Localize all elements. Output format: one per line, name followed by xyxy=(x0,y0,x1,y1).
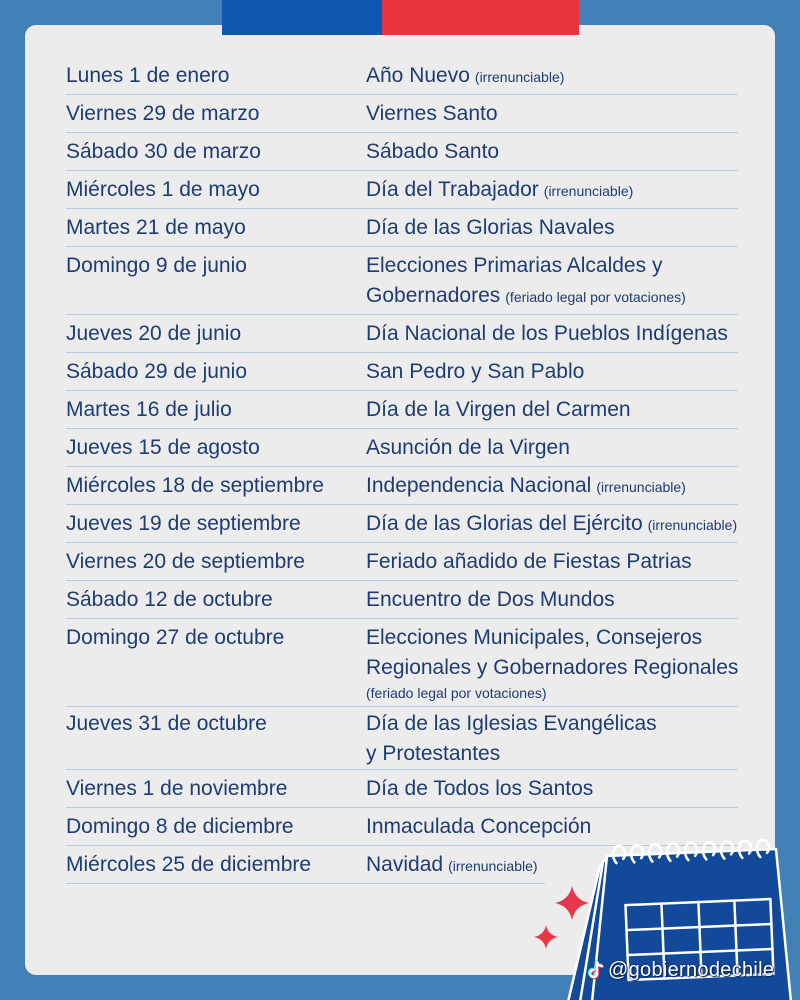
holiday-name xyxy=(366,99,738,129)
holiday-name-text: Asunción de la Virgen xyxy=(366,436,570,459)
holiday-name xyxy=(366,61,738,91)
holiday-row xyxy=(66,429,738,467)
holiday-name-text: Sábado Santo xyxy=(366,140,500,163)
holiday-name-line xyxy=(366,99,738,129)
holiday-name-text: Independencia Nacional xyxy=(366,474,592,497)
holiday-name-text: y Protestantes xyxy=(366,742,501,765)
flag-stripe-blue xyxy=(222,0,382,35)
holiday-name xyxy=(366,395,738,425)
holiday-name xyxy=(366,357,738,387)
holiday-name-line xyxy=(366,509,738,539)
holiday-name xyxy=(366,175,738,205)
holiday-name-text: Día de las Glorias Navales xyxy=(366,216,615,239)
holiday-note: (irrenunciable) xyxy=(474,69,565,85)
holiday-row xyxy=(66,95,738,133)
holiday-date: Lunes 1 de enero xyxy=(66,64,230,87)
tiktok-icon xyxy=(587,960,605,980)
holiday-name-line xyxy=(366,774,738,804)
holiday-row xyxy=(66,315,738,353)
holiday-name xyxy=(366,251,738,311)
holiday-note: (irrenunciable) xyxy=(647,517,738,533)
social-handle xyxy=(587,958,774,982)
holiday-name-text: Año Nuevo xyxy=(366,64,470,87)
flag-stripe-red xyxy=(382,0,579,35)
sparkle-icon xyxy=(534,925,558,949)
holiday-name-text: Gobernadores xyxy=(366,284,501,307)
holiday-name-line xyxy=(366,175,738,205)
holiday-name-text: Regionales y Gobernadores Regionales xyxy=(366,656,739,679)
holiday-name xyxy=(366,509,738,539)
holiday-name-line xyxy=(366,585,738,615)
holiday-row xyxy=(66,171,738,209)
holiday-name-line xyxy=(366,623,738,653)
holiday-note: (feriado legal por votaciones) xyxy=(505,289,686,305)
holiday-row xyxy=(66,581,738,619)
social-handle-text: @gobiernodechile xyxy=(608,959,775,981)
holiday-name-line xyxy=(366,653,738,683)
holiday-name xyxy=(366,623,738,703)
holiday-name xyxy=(366,547,738,577)
holiday-name-text: Día de las Iglesias Evangélicas xyxy=(366,712,657,735)
holiday-date: Domingo 8 de diciembre xyxy=(66,815,294,838)
holiday-row xyxy=(66,770,738,808)
holiday-row xyxy=(66,467,738,505)
holiday-name-text: Día Nacional de los Pueblos Indígenas xyxy=(366,322,728,345)
holiday-date: Jueves 20 de junio xyxy=(66,322,242,345)
holiday-name xyxy=(366,137,738,167)
holiday-date: Sábado 29 de junio xyxy=(66,360,247,383)
holiday-row xyxy=(66,353,738,391)
holiday-name-line xyxy=(366,471,738,501)
holiday-note: (irrenunciable) xyxy=(543,183,634,199)
holiday-name-text: Navidad xyxy=(366,853,444,876)
holiday-name-line xyxy=(366,61,738,91)
holiday-note: (feriado legal por votaciones) xyxy=(366,685,547,701)
holiday-row xyxy=(66,209,738,247)
holiday-name-text: Inmaculada Concepción xyxy=(366,815,592,838)
holiday-name-text: Elecciones Municipales, Consejeros xyxy=(366,626,703,649)
holiday-note: (irrenunciable) xyxy=(596,479,686,495)
holiday-name-line xyxy=(366,281,738,311)
holiday-list xyxy=(66,57,738,884)
holiday-name xyxy=(366,471,738,501)
holiday-row xyxy=(66,707,738,770)
holiday-name-text: Encuentro de Dos Mundos xyxy=(366,588,615,611)
holiday-date: Jueves 31 de octubre xyxy=(66,712,267,735)
holiday-date: Domingo 9 de junio xyxy=(66,254,247,277)
holiday-name xyxy=(366,709,738,769)
holiday-row xyxy=(66,57,738,95)
holiday-name xyxy=(366,585,738,615)
holiday-name-line xyxy=(366,137,738,167)
holiday-name xyxy=(366,213,738,243)
holiday-date: Miércoles 18 de septiembre xyxy=(66,474,324,497)
holiday-date: Viernes 29 de marzo xyxy=(66,102,260,125)
holiday-name-text: Feriado añadido de Fiestas Patrias xyxy=(366,550,692,573)
holiday-date: Sábado 30 de marzo xyxy=(66,140,261,163)
holiday-name-text: San Pedro y San Pablo xyxy=(366,360,585,383)
holiday-date: Viernes 1 de noviembre xyxy=(66,777,288,800)
holiday-name-line xyxy=(366,395,738,425)
holiday-name-line xyxy=(366,251,738,281)
holiday-row xyxy=(66,247,738,315)
holiday-date: Martes 21 de mayo xyxy=(66,216,246,239)
holiday-row xyxy=(66,543,738,581)
holiday-name-line xyxy=(366,213,738,243)
holiday-name-text: Día de Todos los Santos xyxy=(366,777,594,800)
holiday-name-line xyxy=(366,433,738,463)
holiday-name-text: Viernes Santo xyxy=(366,102,498,125)
holiday-date: Sábado 12 de octubre xyxy=(66,588,273,611)
sparkle-icon xyxy=(555,886,589,920)
holiday-date: Martes 16 de julio xyxy=(66,398,232,421)
holiday-row xyxy=(66,619,738,707)
holiday-name xyxy=(366,319,738,349)
holiday-name-text: Día de las Glorias del Ejército xyxy=(366,512,643,535)
holiday-note: (irrenunciable) xyxy=(448,858,538,874)
holiday-date: Jueves 15 de agosto xyxy=(66,436,260,459)
holiday-date: Domingo 27 de octubre xyxy=(66,626,285,649)
holiday-date: Miércoles 25 de diciembre xyxy=(66,853,312,876)
holiday-name-text: Elecciones Primarias Alcaldes y xyxy=(366,254,663,277)
holiday-row xyxy=(66,133,738,171)
holiday-name-line xyxy=(366,709,738,739)
holiday-name-text: Día de la Virgen del Carmen xyxy=(366,398,631,421)
holiday-date: Jueves 19 de septiembre xyxy=(66,512,301,535)
holiday-name-line xyxy=(366,357,738,387)
holiday-name-line xyxy=(366,319,738,349)
holiday-name xyxy=(366,774,738,804)
holiday-date: Miércoles 1 de mayo xyxy=(66,178,260,201)
holiday-name xyxy=(366,433,738,463)
holiday-row xyxy=(66,505,738,543)
holiday-name-line xyxy=(366,547,738,577)
holiday-row xyxy=(66,391,738,429)
holiday-name-text: Día del Trabajador xyxy=(366,178,539,201)
holiday-name-line xyxy=(366,739,738,769)
holiday-date: Viernes 20 de septiembre xyxy=(66,550,305,573)
